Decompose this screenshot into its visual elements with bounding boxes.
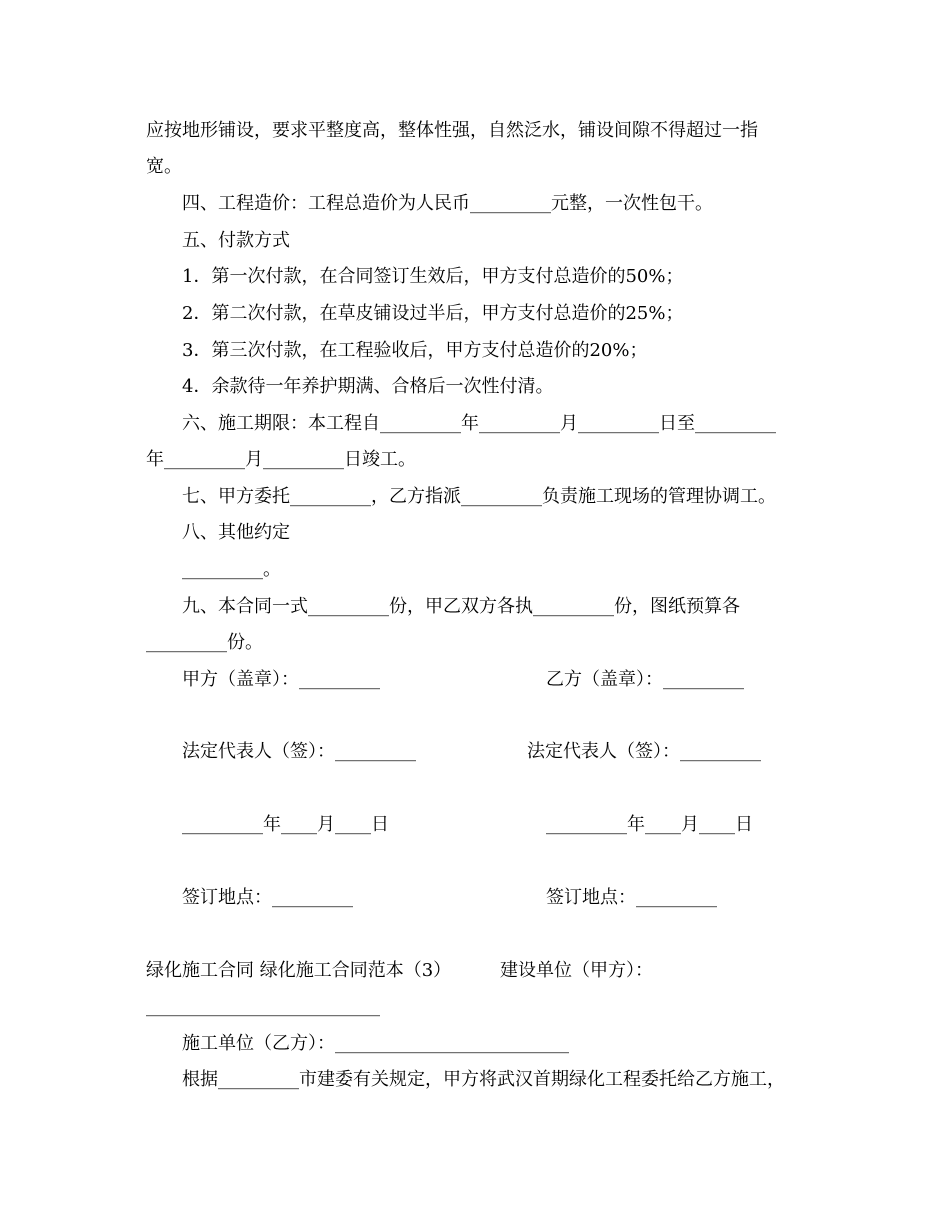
party-a-place: 签订地点：_________ <box>182 887 353 908</box>
paragraph-line: 应按地形铺设，要求平整度高，整体性强，自然泛水，铺设间隙不得超过一指 <box>146 120 758 141</box>
section-payment-heading: 五、付款方式 <box>182 230 290 251</box>
payment-item: 2．第二次付款，在草皮铺设过半后，甲方支付总造价的25%； <box>182 303 684 324</box>
next-contract-heading: 绿化施工合同 绿化施工合同范本（3） <box>146 960 452 981</box>
section-price: 四、工程造价：工程总造价为人民币_________元整，一次性包干。 <box>182 193 713 214</box>
section-duration: 六、施工期限：本工程自_________年_________月_________日至_________ <box>182 413 776 434</box>
payment-item: 3．第三次付款，在工程验收后，甲方支付总造价的20%； <box>182 340 648 361</box>
next-contract-body: 根据_________市建委有关规定，甲方将武汉首期绿化工程委托给乙方施工， <box>182 1069 785 1090</box>
party-a-representative: 法定代表人（签）：_________ <box>182 741 416 762</box>
payment-item: 4．余款待一年养护期满、合格后一次性付清。 <box>182 376 554 397</box>
paragraph-line: 年_________月_________日竣工。 <box>146 449 416 470</box>
next-contract-party-a-blank: __________________________ <box>146 996 380 1017</box>
next-contract-party-a-label: 建设单位（甲方）： <box>500 960 653 981</box>
paragraph-line: 宽。 <box>146 156 182 177</box>
party-a-date: _________年____月____日 <box>182 814 389 835</box>
payment-item: 1．第一次付款，在合同签订生效后，甲方支付总造价的50%； <box>182 266 684 287</box>
party-b-date: _________年____月____日 <box>546 814 753 835</box>
party-a-seal: 甲方（盖章）：_________ <box>182 669 380 690</box>
party-b-representative: 法定代表人（签）：_________ <box>527 741 761 762</box>
section-copies: 九、本合同一式_________份，甲乙双方各执_________份，图纸预算各 <box>182 596 740 617</box>
section-delegation: 七、甲方委托_________，乙方指派_________负责施工现场的管理协调工。 <box>182 486 776 507</box>
section-other-heading: 八、其他约定 <box>182 522 290 543</box>
paragraph-line: _________。 <box>182 559 281 580</box>
party-b-place: 签订地点：_________ <box>546 887 717 908</box>
next-contract-party-b: 施工单位（乙方）：__________________________ <box>182 1033 569 1054</box>
party-b-seal: 乙方（盖章）：_________ <box>546 669 744 690</box>
paragraph-line: _________份。 <box>146 632 263 653</box>
